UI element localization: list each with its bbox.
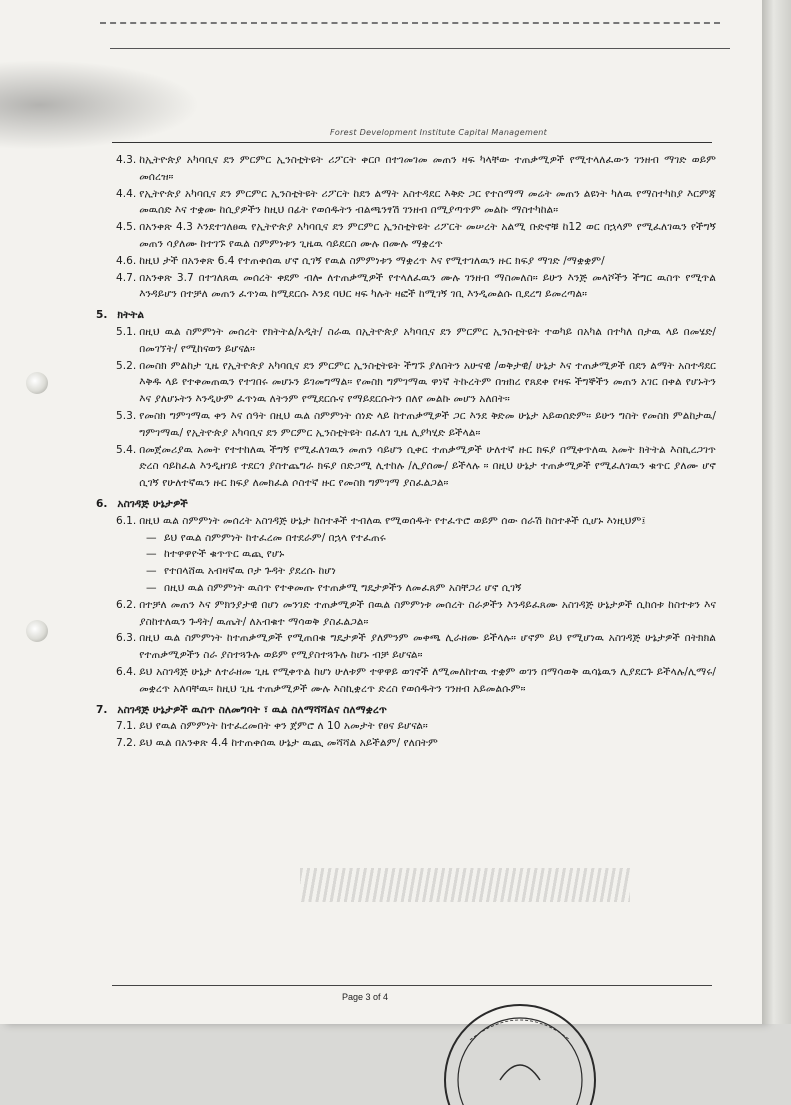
document-body	[96, 152, 716, 752]
clause-number: 5.1.	[116, 325, 137, 338]
punch-hole	[26, 620, 48, 642]
dash-text: በዚህ ዉል ስምምነት ዉስጥ የተቀመጡ የተጠቃሚ ግዴታዎችን ለመፈጸም አስቸጋሪ ሆኖ ሲገኝ	[164, 581, 522, 594]
clause-number: 4.5.	[116, 221, 137, 234]
top-dashed-line	[100, 22, 720, 24]
top-rule	[110, 48, 730, 49]
clause-text: በመስክ ምልከታ ጊዜ የኢትዮጵያ አካባቢና ደን ምርምር ኢንስቲትዩት ችግኙ ያለበትን አሁናዊ /ወቅታዊ/ ሁኔታ እና ተጠቃሚዎች በደን ልማት አስተዳደር እቅዱ ላይ የተቀመጠዉን የተገበሩ መሆኑን ይገመግማል። የመስክ ግምገማዉ ዋነኛ ትኩረትም በዝክረ የጸደቀ የዛፍ ችግኞችን መጠን አገር በቀል የሆኑትን እና ያለሆኑትን እንዲሁም ፈጥነዉ ለትንም የሚደርሱና የማይደርሱትን በለየ መልኩ መሆን አለበት።	[139, 359, 716, 406]
clause-text: ይህ ዉል በአንቀጽ 4.4 ከተጠቀሰዉ ሁኔታ ዉጪ መሻሻል አይችልም/ የለበትም	[139, 737, 438, 750]
clause-number: 4.6.	[116, 254, 137, 267]
clause-text: በአንቀጽ 3.7 በተገለጸዉ መሰረት ቀደም ብሎ ለተጠቃሚዎች የተላለፈዉን ሙሉ ገንዘብ ማስመለስ። ይሁን እንጅ መላሾችን ችግር ዉስጥ የሚጥል እንዳይሆን በተቻለ መጠን ፈጥነዉ ከሚደርሱ እንደ ባህር ዛፍ ካሉት ዛፎች ከሚገኝ ገቢ እንዲመልሱ ቢደረግ ይመረጣል።	[139, 271, 716, 301]
clause-text: በተቻለ መጠን እና ምክንያታዊ በሆነ መንገድ ተጠቃሚዎች በዉል ስምምነቱ መሰረት ስራዎችን እንዳይፈጸሙ አስገዳጅ ሁኔታዎች ሲከሰቱ ከስተቱን እና ያስከተለዉን ጉዳት/ ዉጤት/ ለአብቁተ ማሳወቅ ያስፈልጋል።	[139, 598, 716, 628]
clause-6-3	[96, 630, 716, 664]
section-number: 6.	[96, 497, 108, 510]
adjacent-page-edge	[762, 0, 791, 1024]
clause-text: ይህ አስገዳጅ ሁኔታ ለተራዘመ ጊዜ የሚቀጥል ከሆነ ሁለቱም ተዋዋይ ወገኖች ለሚመለከተዉ ተቋም ወገን በማሳወቅ ዉሳኔዉን ሊያደርጉ ይችላሉ/ሊማሩ/ መቋረጥ አለባቸዉ። ከዚህ ጊዜ ተጠቃሚዎች ሙሉ እስኪቋረጥ ድረስ የወሰዱትን ገንዘብ አይመልሱም።	[139, 665, 716, 695]
clause-4-3	[96, 152, 716, 186]
clause-5-4	[96, 442, 716, 492]
section-title: አስገዳጅ ሁኔታዎች ዉስጥ ስለመግባት ፣ ዉል ስለማሻሻልና ስለማቋረጥ	[117, 703, 387, 716]
clause-number: 7.1.	[116, 720, 137, 733]
scan-smudge	[0, 60, 200, 150]
clause-number: 6.2.	[116, 598, 137, 611]
clause-4-6	[96, 253, 716, 270]
clause-6-1	[96, 513, 716, 530]
clause-7-2	[96, 735, 716, 752]
dash-text: የተበላሸዉ አብዛኛዉ ቦታ ጉዳት ያደረሱ ከሆነ	[164, 565, 336, 578]
dash-item: — የተበላሸዉ አብዛኛዉ ቦታ ጉዳት ያደረሱ ከሆነ	[96, 563, 716, 580]
clause-text: ይህ የዉል ስምምነት ከተፈረመበት ቀን ጀምሮ ለ 10 አመታት የፀና ይሆናል።	[139, 720, 428, 733]
clause-4-7	[96, 270, 716, 304]
dash-item: — በዚህ ዉል ስምምነት ዉስጥ የተቀመጡ የተጠቃሚ ግዴታዎችን ለመፈጸም አስቸጋሪ ሆኖ ሲገኝ	[96, 580, 716, 597]
clause-number: 4.4.	[116, 187, 137, 200]
clause-number: 6.4.	[116, 665, 137, 678]
running-header: Forest Development Institute Capital Management	[330, 128, 548, 137]
dash-text: ይህ የዉል ስምምነት ከተፈረመ በተደራም/ በኋላ የተፈጠሩ	[164, 531, 386, 544]
clause-5-1	[96, 324, 716, 358]
dash-item: — ይህ የዉል ስምምነት ከተፈረመ በተደራም/ በኋላ የተፈጠሩ	[96, 530, 716, 547]
section-heading-5	[96, 307, 716, 324]
header-rule	[112, 142, 712, 143]
clause-text: ከኢትዮጵያ አካባቢና ደን ምርምር ኢንስቲትዩት ሪፖርት ቀርቦ በተገመገመ መጠን ዛፍ ካላቸው ተጠቃሚዎች የሚተላለፈውን ገንዘብ ማገድ ወይም መሰረዝ።	[139, 154, 716, 183]
page-number: Page 3 of 4	[342, 992, 389, 1002]
footer-rule	[112, 985, 712, 986]
clause-number: 4.7.	[116, 271, 137, 284]
clause-text: የመስክ ግምገማዉ ቀን እና ሰዓት በዚህ ዉል ስምምነት ሰነድ ላይ ከተጠቃሚዎች ጋር እንደ ቅድመ ሁኔታ አይወሰድም። ይሁን ግስት የመስክ ምልከታዉ/ ግምገማዉ/ የኢትዮጵያ አካባቢና ደን ምርምር ኢንስቲትዩት በፈለገ ጊዜ ሊያካሂድ ይችላል።	[139, 409, 716, 439]
clause-text: የኢትዮጵያ አካባቢና ደን ምርምር ኢንስቲትዩት ሪፖርት ከደን ልማት አስተዳደር እቅድ ጋር የተስማማ መሬት መጠን ልዩነት ካለዉ የማስተካከያ እርምጃ መዉሰድ እና ተቋሙ ከሲያዎችን ከዚህ በፊት የወሰዱትን ብልጫንፃሽ ገንዘብ በሚያጣጥም መልኩ ማስተካከል።	[139, 187, 716, 217]
official-stamp	[430, 985, 610, 1105]
clause-text: በዚህ ዉል ስምምነት መሰረት የክትትል/አዲት/ ስራዉ በኢትዮጵያ አካባቢና ደን ምርምር ኢንስቲትዩት ተወካይ በአካል በተካለ በታዉ ላይ በመሄድ/በመገኘት/ የሚከናወን ይሆናል።	[139, 325, 716, 355]
section-number: 7.	[96, 703, 108, 716]
section-title: አስገዳጅ ሁኔታዎች	[117, 497, 188, 510]
clause-7-1	[96, 718, 716, 735]
clause-text: በአንቀጽ 4.3 እንደተገለፀዉ የኢትዮጵያ አካባቢና ደን ምርምር ኢንስቲትዩት ሪፖርት መሠረት አልሚ ቡድኖቹ ከ12 ወር በኋላም የሚፈለገዉን የችግኝ መጠን ሳያለሙ ከተገኙ የዉል ስምምነቱን ጊዜዉ ሳይደርስ ሙሉ በሙሉ ማቋረጥ	[139, 221, 716, 250]
section-title: ክትትል	[117, 309, 145, 322]
clause-text: በዚህ ዉል ስምምነት ከተጠቃሚዎች የሚጠበቁ ግዴታዎች ያለምንም መቀጫ ሊራዘሙ ይችላሉ። ሆኖም ይህ የሚሆነዉ አስገዳጅ ሁኔታዎች በትክክል የተጠቃሚዎችን ስራ ያስተጓጉሉ ወይም የሚያስተጓጉሉ ከሆኑ ብቻ ይሆናል።	[139, 632, 716, 662]
clause-4-5	[96, 219, 716, 253]
section-heading-6	[96, 496, 716, 513]
clause-number: 4.3.	[116, 154, 137, 166]
clause-number: 7.2.	[116, 737, 137, 750]
clause-text: በመጀመሪያዉ አመት የተተከለዉ ችግኝ የሚፈለገዉን መጠን ሳይሆን ሲቀር ተጠቃሚዎች ሁለተኛ ዙር ክፍያ በሚቀጥለዉ አመት ክትትል እስኪረጋገጥ ድረስ ሳይከፈል እንዲዘገይ ተደርጎ ያስተጨግራ ክፍያ በድጋሚ ሊተከሉ /ሊያሰሙ/ ይችላሉ ። በዚህ ሁኔታ ተጠቃሚዎች የሚፈለገዉን ቁጥር ያለሙ ሆኖ ሲገኝ የሁለተኛዉን ዙር ክፍያ ለመክፈል ሶስተኛ ዙር የመስክ ግምገማ ያስፈልጋል።	[139, 443, 716, 490]
punch-hole	[26, 372, 48, 394]
clause-number: 5.3.	[116, 409, 137, 422]
clause-5-2	[96, 358, 716, 408]
clause-number: 6.3.	[116, 632, 137, 645]
ink-scribble	[300, 868, 630, 902]
clause-6-4	[96, 664, 716, 698]
clause-5-3	[96, 408, 716, 442]
dash-text: ከተዋዋዮች ቁጥጥር ዉጪ የሆኑ	[164, 548, 285, 561]
clause-number: 5.4.	[116, 443, 137, 456]
section-number: 5.	[96, 309, 108, 322]
clause-4-4	[96, 186, 716, 220]
dash-item: — ከተዋዋዮች ቁጥጥር ዉጪ የሆኑ	[96, 546, 716, 563]
clause-text: በዚህ ዉል ስምምነት መሰረት አስገዳጅ ሁኔታ ከስተቶች ተብለዉ የሚወሰዱት የተፈጥሮ ወይም ሰው ሰራሽ ከስተቶች ሲሆኑ እነዚህም፤	[139, 514, 646, 527]
clause-text: ከዚህ ታች በአንቀጽ 6.4 የተጠቀሰዉ ሆኖ ሲገኝ የዉል ስምምነቱን ማቋረጥ እና የሚተገለዉን ዙር ክፍያ ማገድ /ማቋቋም/	[139, 254, 605, 267]
section-heading-7	[96, 702, 716, 719]
clause-number: 5.2.	[116, 359, 137, 372]
clause-number: 6.1.	[116, 514, 137, 527]
clause-6-2	[96, 597, 716, 631]
